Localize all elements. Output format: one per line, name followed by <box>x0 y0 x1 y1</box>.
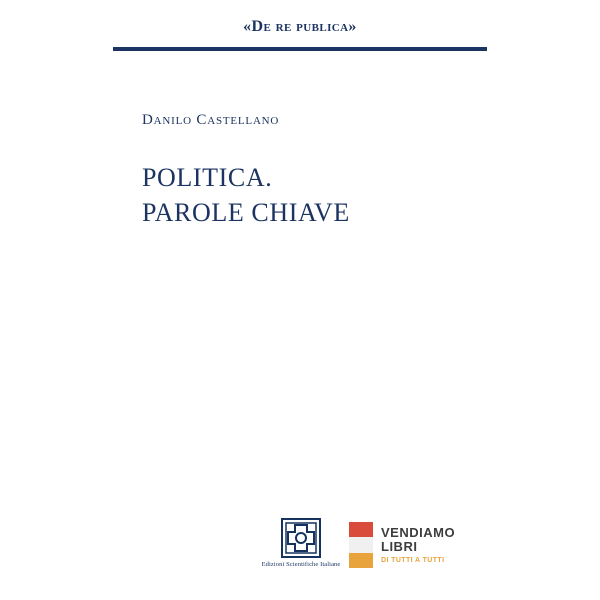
reseller-tagline: DI TUTTI A TUTTI <box>381 556 445 564</box>
book-cover <box>113 0 487 600</box>
publisher-area <box>253 518 487 582</box>
reseller-line-1: VENDIAMO <box>381 525 456 541</box>
publisher-logo <box>253 518 349 568</box>
title-line-2: PAROLE CHIAVE <box>142 198 350 228</box>
reseller-line-2: LIBRI <box>381 539 418 554</box>
italian-flag-icon <box>349 522 373 568</box>
reseller-text <box>373 522 487 568</box>
esi-rosette-icon <box>281 518 321 558</box>
book-title <box>142 160 472 231</box>
author-name: Danilo Castellano <box>142 112 280 128</box>
publisher-name: Edizioni Scientifiche Italiane <box>261 561 341 568</box>
reseller-badge <box>349 522 487 568</box>
series-title: «De re publica» <box>243 18 357 35</box>
series-divider-rule <box>113 47 487 51</box>
series-header <box>113 18 487 36</box>
title-line-1: POLITICA. <box>142 163 273 192</box>
